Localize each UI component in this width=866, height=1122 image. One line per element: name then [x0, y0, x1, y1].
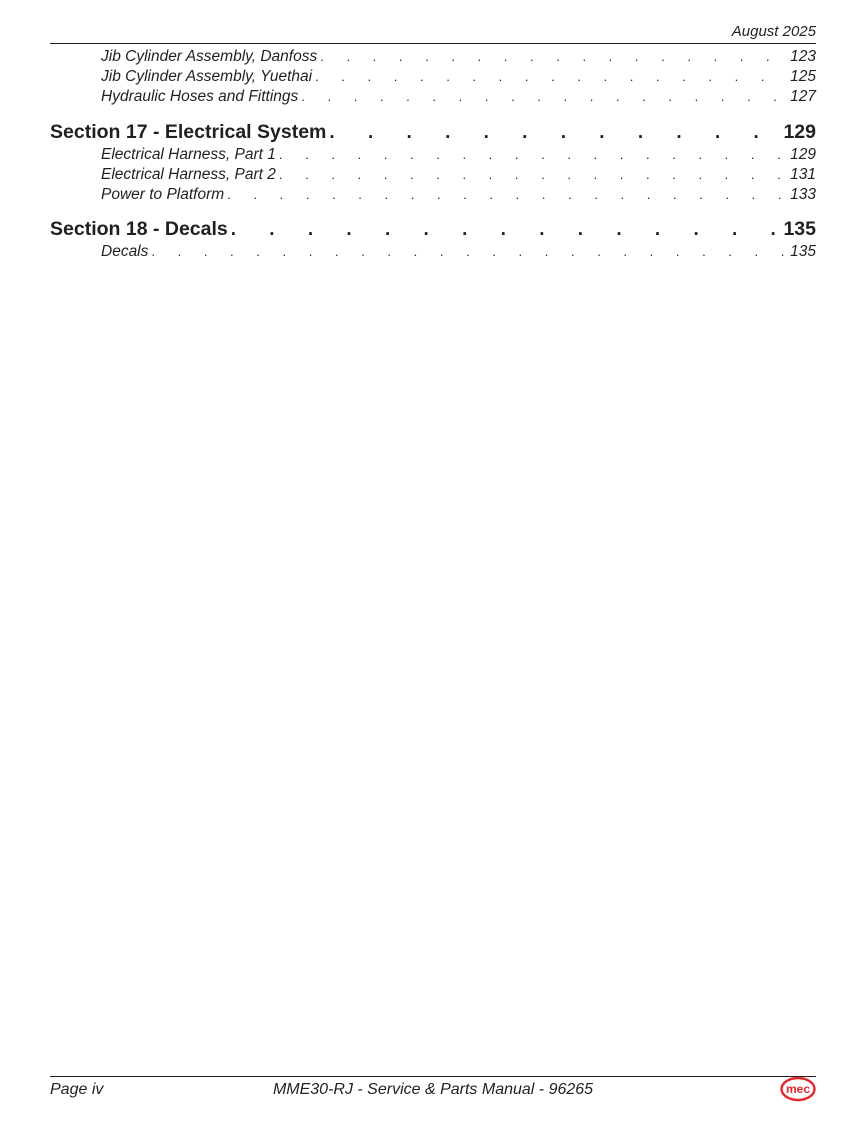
header-divider [50, 43, 816, 44]
toc-entry-title: Decals [101, 243, 149, 261]
footer-manual-title: MME30-RJ - Service & Parts Manual - 96265 [272, 1081, 594, 1098]
table-of-contents [50, 47, 816, 262]
toc-entry-hydraulic-hoses[interactable] [50, 87, 816, 107]
toc-entry-page: 131 [790, 165, 816, 183]
toc-dot-leader [279, 145, 787, 165]
toc-entry-page: 133 [790, 185, 816, 203]
toc-section-17[interactable] [50, 119, 816, 145]
header-date: August 2025 [731, 23, 816, 40]
svg-text:mec: mec [785, 1082, 811, 1097]
toc-entry-jib-cylinder-danfoss[interactable] [50, 47, 816, 67]
footer-page-number: Page iv [50, 1081, 104, 1098]
toc-dot-leader [151, 242, 787, 262]
toc-dot-leader [329, 119, 780, 146]
toc-section-18[interactable] [50, 216, 816, 242]
toc-entry-jib-cylinder-yuethai[interactable] [50, 67, 816, 87]
toc-entry-title: Power to Platform [101, 185, 225, 203]
toc-entry-page: 123 [790, 48, 816, 65]
toc-section-page: 135 [783, 218, 816, 241]
toc-entry-decals[interactable] [50, 242, 816, 262]
toc-dot-leader [227, 185, 787, 205]
toc-entry-power-to-platform[interactable] [50, 185, 816, 205]
toc-section-title: Section 18 - Decals [50, 218, 228, 241]
footer-divider [50, 1076, 816, 1077]
toc-dot-leader [231, 216, 781, 243]
toc-section-title: Section 17 - Electrical System [50, 120, 327, 143]
toc-dot-leader [279, 165, 787, 185]
toc-entry-page: 127 [790, 88, 816, 106]
toc-dot-leader [301, 87, 787, 107]
toc-entry-title: Jib Cylinder Assembly, Danfoss [101, 48, 318, 65]
toc-section-page: 129 [783, 120, 816, 143]
toc-entry-electrical-harness-1[interactable] [50, 145, 816, 165]
toc-entry-title: Hydraulic Hoses and Fittings [101, 88, 299, 106]
toc-entry-page: 129 [790, 145, 816, 163]
toc-entry-electrical-harness-2[interactable] [50, 165, 816, 185]
toc-entry-title: Jib Cylinder Assembly, Yuethai [101, 68, 313, 86]
toc-entry-title: Electrical Harness, Part 1 [101, 145, 276, 163]
toc-entry-page: 125 [790, 68, 816, 86]
toc-dot-leader [320, 47, 787, 67]
section-spacer [50, 205, 816, 216]
toc-entry-page: 135 [790, 243, 816, 261]
mec-logo-icon [780, 1076, 816, 1102]
section-spacer [50, 108, 816, 119]
toc-dot-leader [315, 67, 787, 87]
toc-entry-title: Electrical Harness, Part 2 [101, 165, 276, 183]
